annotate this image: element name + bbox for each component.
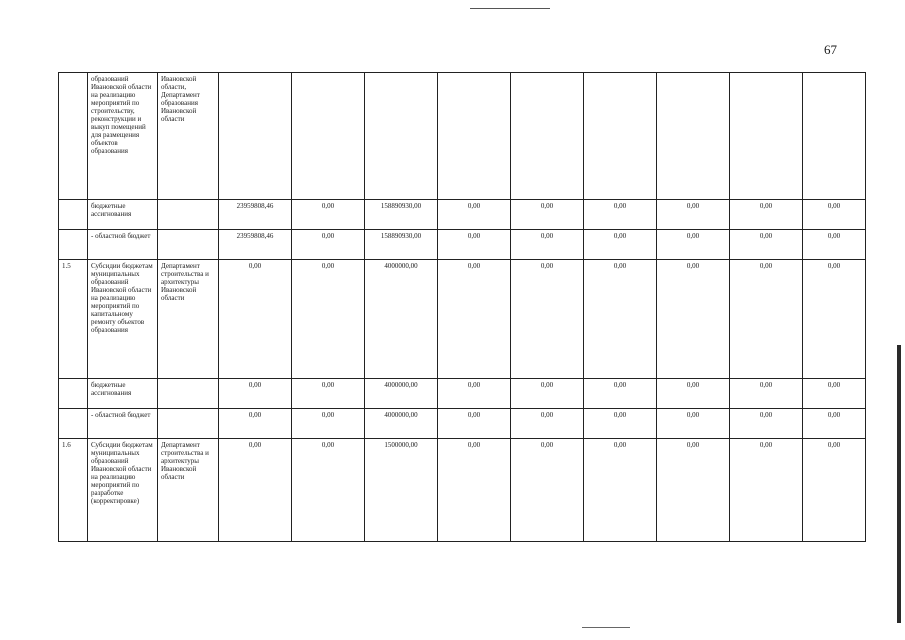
row-value-cell: 0,00 (730, 200, 803, 230)
row-value-cell (730, 73, 803, 200)
row-value-cell: 0,00 (511, 439, 584, 542)
row-value-cell: 0,00 (511, 379, 584, 409)
row-value-cell: 158890930,00 (365, 230, 438, 260)
row-index-cell: 1.5 (59, 260, 88, 379)
scan-top-rule (470, 8, 550, 9)
row-value-cell: 0,00 (292, 260, 365, 379)
row-value-cell (511, 73, 584, 200)
table-row (59, 409, 866, 439)
row-value-cell (219, 73, 292, 200)
scan-bottom-rule (582, 627, 630, 628)
row-value-cell: 0,00 (292, 379, 365, 409)
row-value-cell (584, 73, 657, 200)
row-value-cell: 0,00 (730, 409, 803, 439)
table-row (59, 439, 866, 542)
row-value-cell: 0,00 (584, 439, 657, 542)
row-executor-cell (158, 200, 219, 230)
row-value-cell: 0,00 (438, 379, 511, 409)
row-value-cell: 0,00 (803, 260, 866, 379)
row-value-cell: 0,00 (730, 439, 803, 542)
row-executor-cell: Департамент строительства и архитектуры Ивановской области (158, 260, 219, 379)
table-row (59, 200, 866, 230)
page-number: 67 (824, 42, 837, 57)
row-name-cell: - областной бюджет (88, 409, 158, 439)
row-index-cell: 1.6 (59, 439, 88, 542)
row-value-cell: 0,00 (511, 409, 584, 439)
row-value-cell: 0,00 (803, 230, 866, 260)
row-index-cell (59, 409, 88, 439)
row-value-cell (803, 73, 866, 200)
row-index-cell (59, 230, 88, 260)
row-value-cell: 0,00 (657, 439, 730, 542)
row-value-cell: 0,00 (438, 409, 511, 439)
scan-edge-mark (897, 345, 901, 623)
row-value-cell: 158890930,00 (365, 200, 438, 230)
row-name-cell: Субсидии бюджетам муниципальных образований Ивановской области на реализацию мероприятий по разработке (корректировке) (88, 439, 158, 542)
row-value-cell: 0,00 (657, 379, 730, 409)
row-value-cell: 23959808,46 (219, 230, 292, 260)
row-value-cell: 4000000,00 (365, 409, 438, 439)
row-value-cell: 0,00 (803, 379, 866, 409)
row-value-cell: 0,00 (511, 230, 584, 260)
row-value-cell: 0,00 (657, 260, 730, 379)
row-executor-cell (158, 230, 219, 260)
row-name-cell: образований Ивановской области на реализацию мероприятий по строительству, реконструкции и выкуп помещений для размещения объектов образования (88, 73, 158, 200)
row-value-cell: 0,00 (438, 200, 511, 230)
row-value-cell: 0,00 (438, 230, 511, 260)
budget-table (58, 72, 866, 542)
table-row (59, 73, 866, 200)
row-value-cell: 0,00 (511, 200, 584, 230)
row-value-cell: 0,00 (292, 439, 365, 542)
row-value-cell: 23959808,46 (219, 200, 292, 230)
row-value-cell: 0,00 (438, 260, 511, 379)
row-value-cell: 0,00 (803, 200, 866, 230)
row-value-cell: 0,00 (584, 200, 657, 230)
row-name-cell: бюджетные ассигнования (88, 379, 158, 409)
row-value-cell: 0,00 (803, 439, 866, 542)
row-value-cell: 0,00 (584, 379, 657, 409)
row-value-cell (292, 73, 365, 200)
row-value-cell: 0,00 (730, 379, 803, 409)
row-value-cell: 0,00 (584, 260, 657, 379)
row-value-cell: 0,00 (730, 230, 803, 260)
row-executor-cell: Ивановской области, Департамент образования Ивановской области (158, 73, 219, 200)
row-name-cell: бюджетные ассигнования (88, 200, 158, 230)
row-index-cell (59, 379, 88, 409)
row-index-cell (59, 200, 88, 230)
row-index-cell (59, 73, 88, 200)
row-name-cell: - областной бюджет (88, 230, 158, 260)
row-value-cell: 0,00 (657, 230, 730, 260)
row-value-cell: 0,00 (730, 260, 803, 379)
row-value-cell: 4000000,00 (365, 260, 438, 379)
row-name-cell: Субсидии бюджетам муниципальных образований Ивановской области на реализацию мероприятий по капитальному ремонту объектов образования (88, 260, 158, 379)
row-value-cell: 0,00 (219, 439, 292, 542)
row-value-cell: 4000000,00 (365, 379, 438, 409)
row-value-cell: 0,00 (511, 260, 584, 379)
row-executor-cell (158, 409, 219, 439)
row-value-cell (438, 73, 511, 200)
row-value-cell (657, 73, 730, 200)
row-value-cell: 0,00 (219, 260, 292, 379)
row-value-cell: 0,00 (292, 200, 365, 230)
row-value-cell: 0,00 (584, 409, 657, 439)
table-row (59, 379, 866, 409)
row-value-cell: 0,00 (657, 200, 730, 230)
row-value-cell: 0,00 (438, 439, 511, 542)
row-value-cell: 0,00 (584, 230, 657, 260)
row-value-cell: 0,00 (219, 409, 292, 439)
row-executor-cell: Департамент строительства и архитектуры Ивановской области (158, 439, 219, 542)
row-executor-cell (158, 379, 219, 409)
row-value-cell (365, 73, 438, 200)
row-value-cell: 0,00 (292, 409, 365, 439)
table-row (59, 230, 866, 260)
row-value-cell: 0,00 (657, 409, 730, 439)
row-value-cell: 1500000,00 (365, 439, 438, 542)
row-value-cell: 0,00 (292, 230, 365, 260)
row-value-cell: 0,00 (803, 409, 866, 439)
row-value-cell: 0,00 (219, 379, 292, 409)
table-row (59, 260, 866, 379)
